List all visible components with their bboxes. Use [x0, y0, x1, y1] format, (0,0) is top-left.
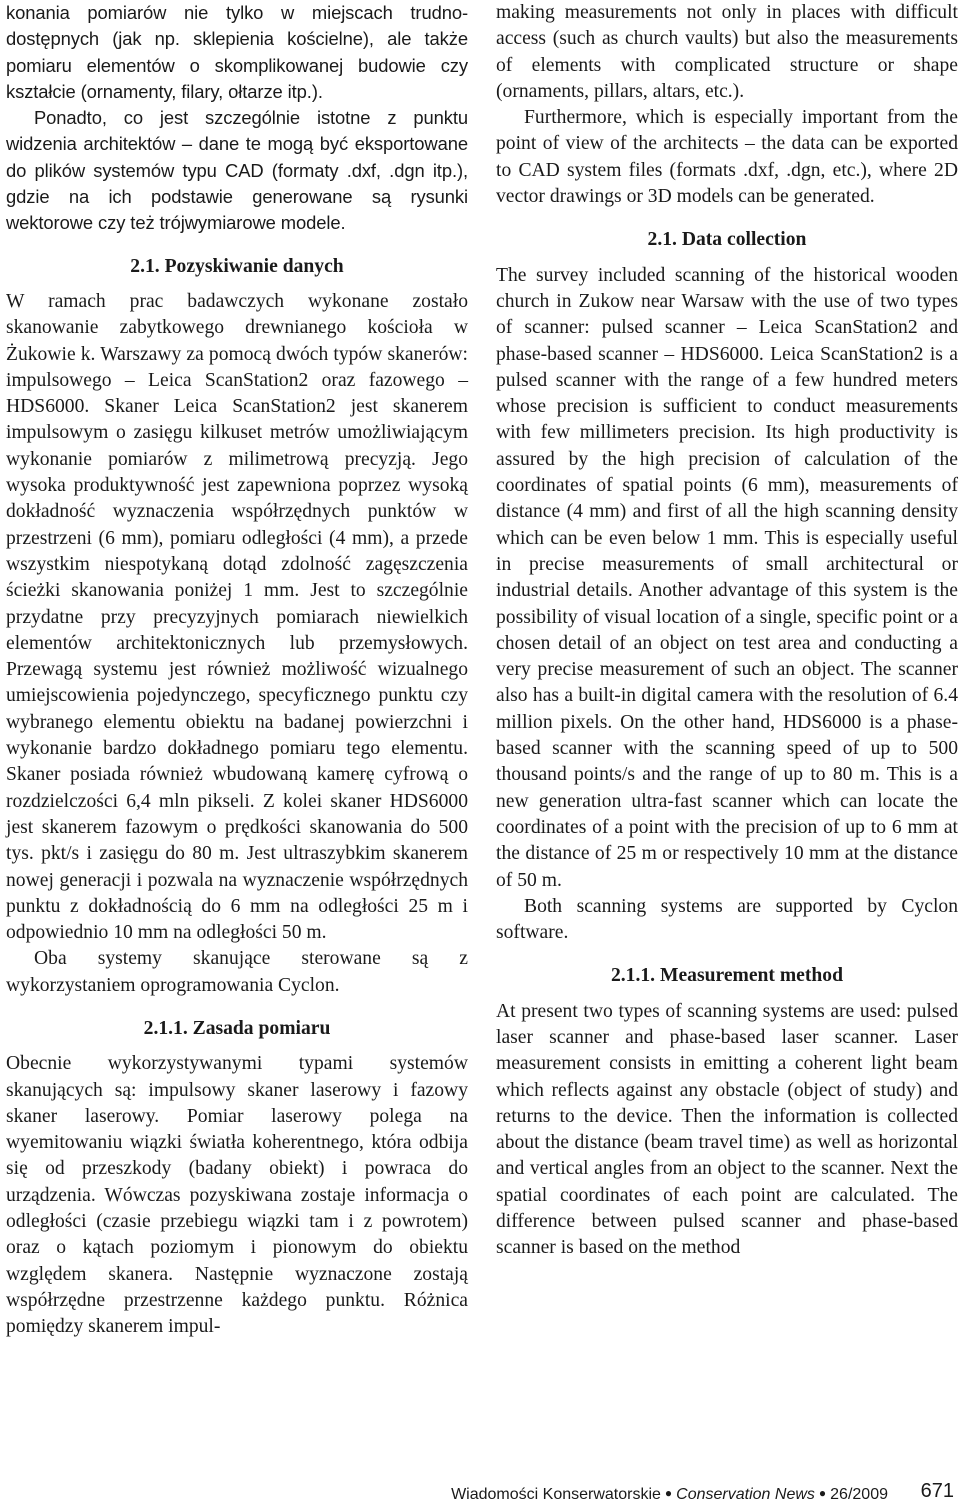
- journal-title-polish: Wiadomości Konserwatorskie: [451, 1486, 661, 1503]
- journal-reference: [451, 1486, 888, 1504]
- left-intro-paragraph-1: konania pomiarów nie tylko w miejscach trudno-dostępnych (jak np. sklepienia kościelne), ale także pomiaru elementów o skomplikowanej budowie czy kształcie (ornamenty, filary, ołtarze itp.).: [6, 2, 468, 102]
- left-section-heading-data-collection: 2.1. Pozyskiwanie danych: [130, 255, 344, 277]
- right-section1-paragraph-1: The survey included scanning of the historical wooden church in Zukow near Warsaw with the use of two types of scanner: pulsed scanner – Leica ScanStation2 and phase-based scanner – HDS6000. Leica ScanStation2 is a pulsed scanner with the range of a few hundred meters whose precision is sufficient to conduct measurements with few millimeters precision. Its high productivity is assured by the high precision of calculation of the coordinates of spatial points (6 mm), measurements of distance (4 mm) and first of all the high scanning density which can be even below 1 mm. This is especially useful in precise measurements of small architectural or industrial details. Another advantage of this system is the possibility of visual location of a single, specific point or a chosen detail of an object on test area and conducting a very precise measurement of such an object. The scanner also has a built-in digital camera with the resolution of 6.4 million pixels. On the other hand, HDS6000 is a phase-based scanner with the scanning speed of up to 500 thousand points/s and the range of up to 80 m. This is a new generation ultra-fast scanner which can locate the coordinates of a point with the precision of up to 6 mm at the distance of 25 m or respectively 10 mm at the distance of 50 m.: [496, 264, 958, 891]
- left-column-polish: [6, 0, 468, 1341]
- left-section1-paragraph-1: W ramach prac badawczych wykonane zostało skanowanie zabytkowego drewnianego kościoła w Żukowie k. Warszawy za pomocą dwóch typów skanerów: impulsowego – Leica ScanStation2 oraz fazowego – HDS6000. Skaner Leica ScanStation2 jest skanerem impulsowym o zasięgu kilkuset metrów umożliwiającym wykonanie pomiarów z milimetrową precyzją. Jego wysoka produktywność jest zapewniona poprzez wysoką dokładność wyznaczenia współrzędnych punktów w przestrzeni (6 mm), pomiaru odległości (4 mm), a przede wszystkim niespotykaną dotąd zdolność zagęszczenia ścieżki skanowania poniżej 1 mm. Jest to szczególnie przydatne przy precyzyjnych pomiarach niewielkich elementów architektonicznych lub przemysłowych. Przewagą systemu jest również możliwość wizualnego umiejscowienia pojedynczego, specyficznego punktu czy wybranego elementu obiektu na badanej powierzchni i wykonanie bardzo dokładnego pomiaru tego elementu. Skaner posiada również wbudowaną kamerę cyfrową o rozdzielczości 6,4 mln pikseli. Z kolei skaner HDS6000 jest skanerem fazowym o prędkości skanowania do 500 tys. pkt/s i zasięgu do 80 m. Jest ultraszybkim skanerem nowej generacji i pozwala na wyznaczenie współrzędnych punktu z dokładnością do 6 mm na odległości 25 m i odpowiednio 10 mm na odległości 50 m.: [6, 290, 468, 944]
- right-section-heading-measurement-method: 2.1.1. Measurement method: [610, 965, 843, 987]
- journal-issue: 26/2009: [830, 1486, 888, 1503]
- right-intro-paragraph-2: Furthermore, which is especially important from the point of view of the architects – the data can be exported to CAD system files (formats .dxf, .dgn, etc.), where 2D vector drawings or 3D models can be generated.: [496, 107, 958, 208]
- right-column-english: [496, 0, 958, 1262]
- right-section1-paragraph-2: Both scanning systems are supported by Cyclon software.: [496, 895, 958, 944]
- page-number: 671: [920, 1480, 954, 1502]
- right-section-heading-data-collection: 2.1. Data collection: [647, 229, 807, 251]
- right-intro-paragraph-1: making measurements not only in places with difficult access (such as church vaults) but also the measurements of elements with complicated structure or shape (ornaments, pillars, altars, etc.).: [496, 2, 958, 102]
- left-section-heading-measurement-method: 2.1.1. Zasada pomiaru: [143, 1017, 331, 1039]
- separator-dot-icon: ●: [664, 1486, 673, 1500]
- left-section1-paragraph-2: Oba systemy skanujące sterowane są z wykorzystaniem oprogramowania Cyclon.: [6, 948, 468, 996]
- right-section2-paragraph-1: At present two types of scanning systems are used: pulsed laser scanner and phase-based laser scanner. Laser measurement consists in emitting a coherent light beam which reflects against any obstacle (object of study) and returns to the device. Then the information is collected about the distance (beam travel time) as well as horizontal and vertical angles from an object to the scanner. Next the spatial coordinates of each point are calculated. The difference between pulsed scanner and phase-based scanner is based on the method: [496, 1000, 958, 1259]
- left-intro-paragraph-2: Ponadto, co jest szczególnie istotne z punktu widzenia architektów – dane te mogą być eksportowane do plików systemów typu CAD (formaty .dxf, .dgn itp.), gdzie na ich podstawie generowane są rysunki wektorowe czy też trójwymiarowe modele.: [6, 107, 468, 234]
- left-section2-paragraph-1: Obecnie wykorzystywanymi typami systemów skanujących są: impulsowy skaner laserowy i fazowy skaner laserowy. Pomiar laserowy polega na wyemitowaniu wiązki światła koherentnego, która odbija się od przeszkody (badany obiekt) i powraca do urządzenia. Wówczas pozyskiwana zostaje informacja o odległości (czasie przebiegu wiązki tam i z powrotem) oraz o kątach poziomym i pionowym do obiektu względem skanera. Następnie wyznaczone zostają współrzędne przestrzenne każdego punktu. Różnica pomiędzy skanerem impul-: [6, 1053, 468, 1338]
- separator-dot-icon: ●: [818, 1486, 827, 1500]
- journal-title-english: Conservation News: [676, 1486, 815, 1503]
- page-footer: [0, 1480, 960, 1503]
